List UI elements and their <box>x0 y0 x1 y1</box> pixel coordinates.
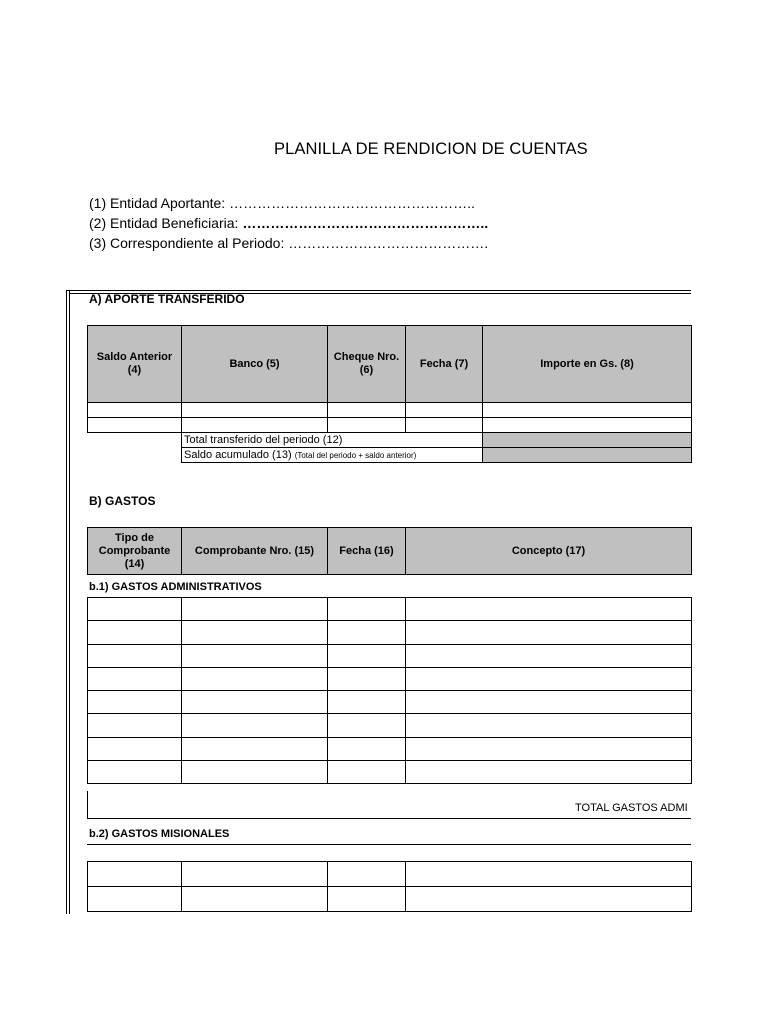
cell[interactable] <box>406 667 692 690</box>
cell[interactable] <box>88 691 182 714</box>
cell[interactable] <box>328 418 406 433</box>
cell[interactable] <box>182 862 328 887</box>
cell[interactable] <box>88 667 182 690</box>
table-row[interactable] <box>88 621 692 644</box>
cell[interactable] <box>328 598 406 621</box>
header-cheque-nro: Cheque Nro. (6) <box>328 326 406 403</box>
table-row[interactable] <box>88 644 692 667</box>
table-row[interactable] <box>88 667 692 690</box>
field-dots: …………………………………………….. <box>242 215 489 231</box>
field-entidad-beneficiaria[interactable] <box>89 215 488 231</box>
cell[interactable] <box>88 761 182 784</box>
cell[interactable] <box>182 737 328 760</box>
table-row[interactable] <box>88 418 692 433</box>
cell[interactable] <box>88 862 182 887</box>
page-title: PLANILLA DE RENDICION DE CUENTAS <box>274 140 588 158</box>
field-label: (1) Entidad Aportante: <box>89 195 226 211</box>
cell[interactable] <box>406 691 692 714</box>
table-row[interactable] <box>88 403 692 418</box>
table-row[interactable] <box>88 862 692 887</box>
cell[interactable] <box>88 737 182 760</box>
cell[interactable] <box>182 418 328 433</box>
cell[interactable] <box>328 621 406 644</box>
cell[interactable] <box>182 887 328 912</box>
aporte-table <box>87 325 692 463</box>
section-b-title: B) GASTOS <box>89 494 156 508</box>
cell[interactable] <box>88 644 182 667</box>
header-saldo-anterior: Saldo Anterior (4) <box>88 326 182 403</box>
cell[interactable] <box>406 887 692 912</box>
header-fecha: Fecha (16) <box>328 528 406 575</box>
header-comprobante-nro: Comprobante Nro. (15) <box>182 528 328 575</box>
gastos-misionales-table <box>87 861 692 912</box>
b1-title: b.1) GASTOS ADMINISTRATIVOS <box>89 581 262 593</box>
cell[interactable] <box>483 403 692 418</box>
cell[interactable] <box>182 691 328 714</box>
table-row[interactable] <box>88 691 692 714</box>
cell[interactable] <box>406 714 692 737</box>
cell[interactable] <box>406 598 692 621</box>
b2-title-underline <box>87 844 691 845</box>
cell[interactable] <box>406 761 692 784</box>
saldo-acumulado-value[interactable] <box>483 448 692 463</box>
cell[interactable] <box>88 418 182 433</box>
frame-border-left-outer <box>66 290 67 914</box>
table-row[interactable] <box>88 887 692 912</box>
cell[interactable] <box>182 761 328 784</box>
saldo-acumulado-text: Saldo acumulado (13) <box>184 449 292 461</box>
cell[interactable] <box>88 714 182 737</box>
saldo-acumulado-label <box>182 448 483 463</box>
cell[interactable] <box>182 714 328 737</box>
cell[interactable] <box>328 714 406 737</box>
cell[interactable] <box>328 761 406 784</box>
header-importe: Importe en Gs. (8) <box>483 326 692 403</box>
cell[interactable] <box>328 737 406 760</box>
header-fecha: Fecha (7) <box>406 326 483 403</box>
saldo-acumulado-note: (Total del periodo + saldo anterior) <box>294 451 417 460</box>
total-transferido-label: Total transferido del periodo (12) <box>182 433 483 448</box>
field-label: (2) Entidad Beneficiaria: <box>89 215 239 231</box>
cell[interactable] <box>406 403 483 418</box>
header-tipo-comprobante: Tipo de Comprobante (14) <box>88 528 182 575</box>
cell[interactable] <box>182 598 328 621</box>
cell[interactable] <box>328 862 406 887</box>
cell[interactable] <box>406 621 692 644</box>
frame-border-left-inner <box>69 290 70 914</box>
cell[interactable] <box>328 667 406 690</box>
cell[interactable] <box>406 737 692 760</box>
total-admin-border-left <box>87 791 88 818</box>
field-dots: ……………………………………. <box>288 235 489 251</box>
section-a-title: A) APORTE TRANSFERIDO <box>89 292 245 306</box>
cell[interactable] <box>182 667 328 690</box>
cell[interactable] <box>406 862 692 887</box>
cell[interactable] <box>483 418 692 433</box>
header-concepto: Concepto (17) <box>406 528 692 575</box>
frame-border-top-outer <box>66 290 691 291</box>
field-dots: …………………………………………….. <box>229 195 475 211</box>
gastos-header-table <box>87 527 692 575</box>
total-admin-border-bottom <box>87 818 691 819</box>
cell[interactable] <box>88 621 182 644</box>
table-row[interactable] <box>88 737 692 760</box>
cell[interactable] <box>328 691 406 714</box>
cell[interactable] <box>328 887 406 912</box>
field-label: (3) Correspondiente al Periodo: <box>89 235 285 251</box>
table-row[interactable] <box>88 598 692 621</box>
header-banco: Banco (5) <box>182 326 328 403</box>
cell[interactable] <box>182 621 328 644</box>
field-entidad-aportante[interactable] <box>89 195 475 211</box>
cell[interactable] <box>328 644 406 667</box>
total-transferido-value[interactable] <box>483 433 692 448</box>
table-row[interactable] <box>88 714 692 737</box>
gastos-admin-table <box>87 597 692 784</box>
table-row[interactable] <box>88 761 692 784</box>
cell[interactable] <box>328 403 406 418</box>
cell[interactable] <box>182 403 328 418</box>
total-gastos-admin-label: TOTAL GASTOS ADMI <box>575 802 688 814</box>
cell[interactable] <box>88 598 182 621</box>
cell[interactable] <box>182 644 328 667</box>
cell[interactable] <box>406 644 692 667</box>
cell[interactable] <box>88 887 182 912</box>
field-periodo[interactable] <box>89 235 488 251</box>
cell[interactable] <box>406 418 483 433</box>
b2-title: b.2) GASTOS MISIONALES <box>89 828 230 840</box>
cell[interactable] <box>88 403 182 418</box>
